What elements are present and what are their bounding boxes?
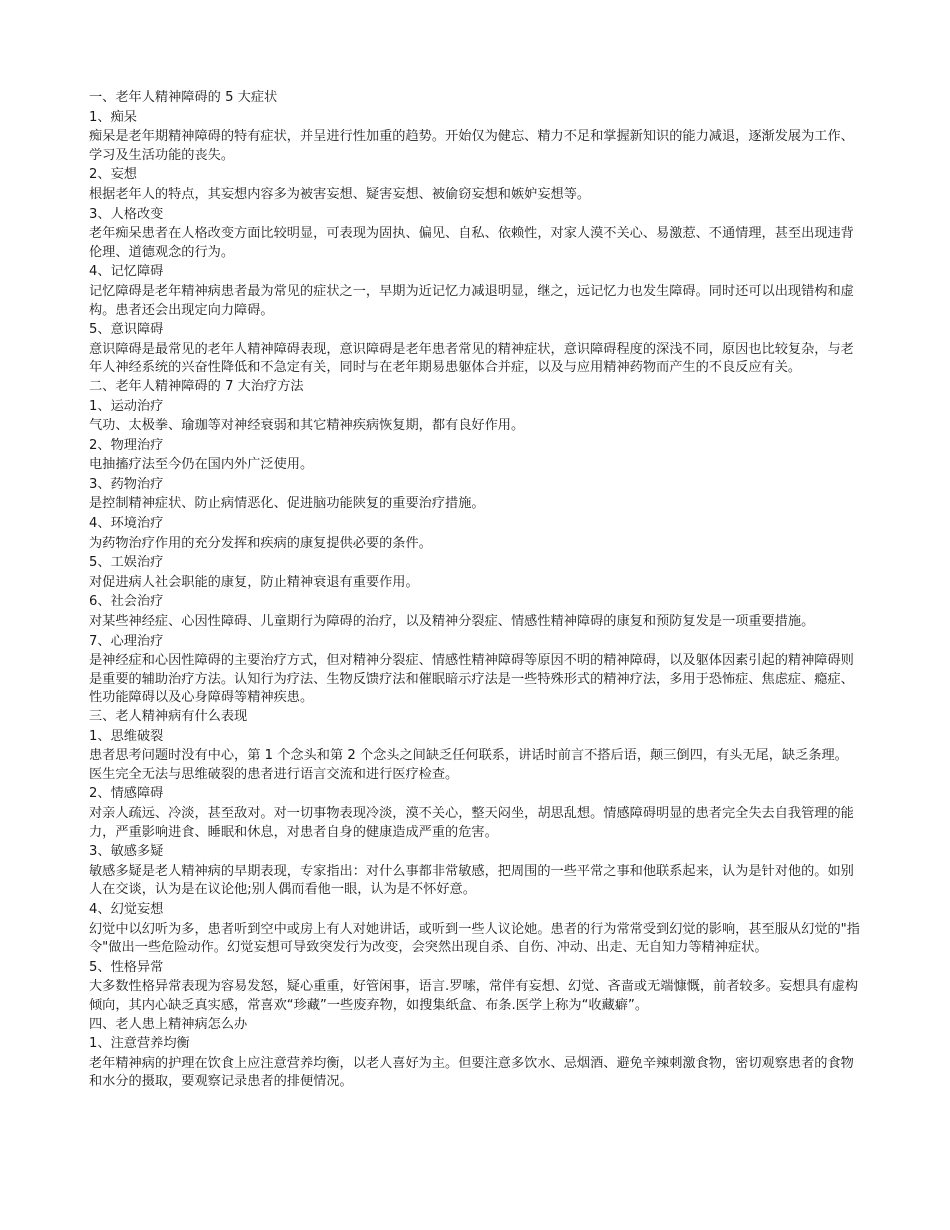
subsection-heading: 5、性格异常 [89, 959, 164, 975]
paragraph: 对促进病人社会职能的康复，防止精神衰退有重要作用。 [89, 574, 419, 590]
subsection-heading: 1、注意营养均衡 [89, 1036, 190, 1052]
section-heading: 三、老人精神病有什么表现 [89, 709, 248, 724]
subsection-heading: 3、敏感多疑 [89, 844, 164, 860]
subsection-heading: 2、妄想 [89, 167, 137, 183]
paragraph: 幻觉中以幻听为多，患者听到空中或房上有人对她讲话，或听到一些人议论她。患者的行为常常受到幻觉的影响，甚至服从幻觉的"指令"做出一些危险动作。幻觉妄想可导致突发行为改变，会突然出现自杀、自伤、冲动、出走、无自知力等精神症状。 [89, 921, 860, 956]
paragraph: 老年痴呆患者在人格改变方面比较明显，可表现为固执、偏见、自私、依赖性，对家人漠不关心、易激惹、不通情理，甚至出现违背伦理、道德观念的行为。 [89, 226, 854, 260]
subsection-heading: 7、心理治疗 [89, 633, 164, 649]
subsection-heading: 1、运动治疗 [89, 398, 164, 414]
section-heading: 二、老年人精神障碍的 7 大治疗方法 [89, 378, 304, 394]
subsection-heading: 2、情感障碍 [89, 786, 164, 802]
paragraph: 是神经症和心因性障碍的主要治疗方式，但对精神分裂症、情感性精神障碍等原因不明的精神障碍，以及躯体因素引起的精神障碍则是重要的辅助治疗方法。认知行为疗法、生物反馈疗法和催眠暗示疗法是一些特殊形式的精神疗法，多用于恐怖症、焦虑症、瘾症、性功能障碍以及心身障碍等精神疾患。 [89, 653, 854, 706]
paragraph: 是控制精神症状、防止病情恶化、促进脑功能陕复的重要治疗措施。 [89, 496, 485, 512]
paragraph: 痴呆是老年期精神障碍的特有症状，并呈进行性加重的趋势。开始仅为健忘、精力不足和掌握新知识的能力减退，逐渐发展为工作、学习及生活功能的丧失。 [89, 129, 854, 163]
paragraph: 记忆障碍是老年精神病患者最为常见的症状之一，早期为近记忆力减退明显，继之，远记忆力也发生障碍。同时还可以出现错构和虚构。患者还会出现定向力障碍。 [89, 283, 854, 318]
paragraph: 对亲人疏远、冷淡，甚至敌对。对一切事物表现冷淡，漠不关心，整天闷坐，胡思乱想。情感障碍明显的患者完全失去自我管理的能力，严重影响进食、睡眠和休息，对患者自身的健康造成严重的危害。 [89, 805, 854, 840]
paragraph: 敏感多疑是老人精神病的早期表现，专家指出：对什么事都非常敏感，把周围的一些平常之事和他联系起来，认为是针对他的。如别人在交谈，认为是在议论他;别人偶而看他一眼，认为是不怀好意。 [89, 863, 854, 898]
subsection-heading: 4、环境治疗 [89, 516, 164, 532]
subsection-heading: 2、物理治疗 [89, 437, 164, 453]
paragraph: 患者思考问题时没有中心，第 1 个念头和第 2 个念头之间缺乏任何联系，讲话时前言不搭后语，颠三倒四，有头无尾，缺乏条理。医生完全无法与思维破裂的患者进行语言交流和进行医疗检查。 [89, 748, 848, 782]
paragraph: 对某些神经症、心因性障碍、儿童期行为障碍的治疗，以及精神分裂症、情感性精神障碍的康复和预防复发是一项重要措施。 [89, 614, 815, 630]
document-body [89, 89, 861, 1092]
paragraph: 为药物治疗作用的充分发挥和疾病的康复提供必要的条件。 [89, 535, 432, 551]
subsection-heading: 1、思维破裂 [89, 728, 164, 744]
paragraph: 根据老年人的特点，其妄想内容多为被害妄想、疑害妄想、被偷窃妄想和嫉妒妄想等。 [89, 186, 591, 202]
subsection-heading: 4、幻觉妄想 [89, 901, 164, 917]
subsection-heading: 3、人格改变 [89, 206, 164, 222]
paragraph: 意识障碍是最常见的老年人精神障碍表现，意识障碍是老年患者常见的精神症状，意识障碍程度的深浅不同，原因也比较复杂，与老年人神经系统的兴奋性降低和不急定有关，同时与在老年期易患躯体合并症，以及与应用精神药物而产生的不良反应有关。 [89, 341, 854, 376]
section-heading: 四、老人患上精神病怎么办 [89, 1016, 248, 1032]
subsection-heading: 4、记忆障碍 [89, 264, 164, 280]
section-heading: 一、老年人精神障碍的 5 大症状 [89, 90, 278, 105]
subsection-heading: 5、意识障碍 [89, 322, 164, 338]
paragraph: 气功、太极拳、瑜珈等对神经衰弱和其它精神疾病恢复期，都有良好作用。 [89, 418, 525, 434]
paragraph: 电抽搐疗法至今仍在国内外广泛使用。 [89, 457, 314, 473]
subsection-heading: 6、社会治疗 [89, 594, 164, 610]
subsection-heading: 5、工娱治疗 [89, 555, 164, 571]
subsection-heading: 3、药物治疗 [89, 476, 164, 492]
paragraph: 老年精神病的护理在饮食上应注意营养均衡，以老人喜好为主。但要注意多饮水、忌烟酒、避免辛辣刺激食物，密切观察患者的食物和水分的摄取，要观察记录患者的排便情况。 [89, 1055, 854, 1090]
subsection-heading: 1、痴呆 [89, 109, 137, 125]
paragraph: 大多数性格异常表现为容易发怒，疑心重重，好管闲事，语言.罗嗦，常伴有妄想、幻觉、吝啬或无端慷慨，前者较多。妄想具有虚构倾向，其内心缺乏真实感，常喜欢“珍藏”一些废弃物，如搜集纸盒、布条.医学上称为“收藏癖”。 [89, 979, 859, 1013]
